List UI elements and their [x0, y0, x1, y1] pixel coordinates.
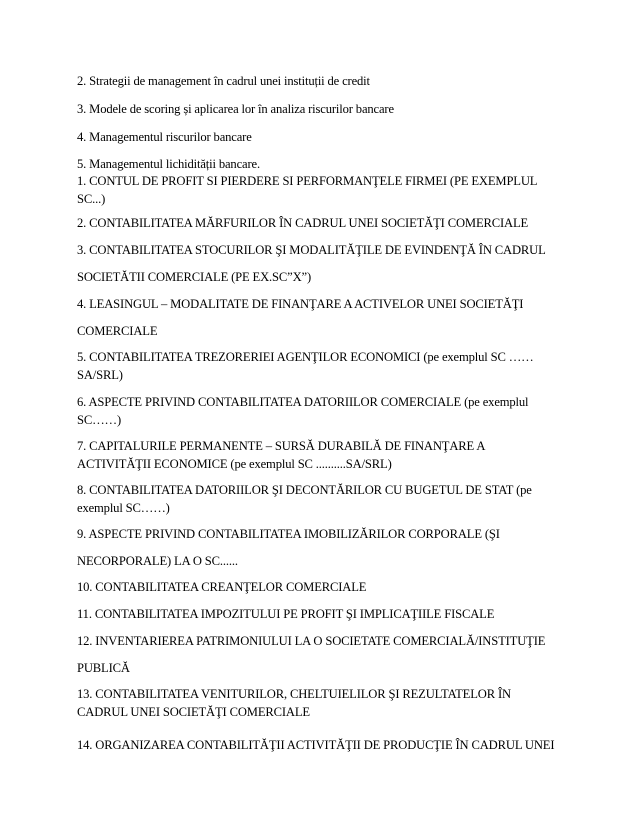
- text-line: SA/SRL): [77, 368, 123, 382]
- text-line: SOCIETĂTII COMERCIALE (PE EX.SC”X”): [77, 270, 312, 284]
- text-line: SC……): [77, 413, 122, 427]
- text-line: PUBLICĂ: [77, 661, 130, 675]
- text-line: 5. CONTABILITATEA TREZORERIEI AGENŢILOR ECONOMICI (pe exemplul SC ……: [77, 350, 534, 364]
- text-line: CADRUL UNEI SOCIETĂŢI COMERCIALE: [77, 705, 310, 719]
- text-line: 8. CONTABILITATEA DATORIILOR ŞI DECONTĂRILOR CU BUGETUL DE STAT (pe: [77, 483, 532, 497]
- text-line: 4. LEASINGUL – MODALITATE DE FINANŢARE A ACTIVELOR UNEI SOCIETĂŢI: [77, 297, 524, 311]
- text-line: 6. ASPECTE PRIVIND CONTABILITATEA DATORIILOR COMERCIALE (pe exemplul: [77, 395, 529, 409]
- text-line: 2. Strategii de management în cadrul unei instituții de credit: [77, 74, 370, 88]
- text-line: 3. CONTABILITATEA STOCURILOR ŞI MODALITĂŢILE DE EVINDENŢĂ ÎN CADRUL: [77, 243, 546, 257]
- text-line: 13. CONTABILITATEA VENITURILOR, CHELTUIELILOR ŞI REZULTATELOR ÎN: [77, 687, 511, 701]
- text-line: 1. CONTUL DE PROFIT SI PIERDERE SI PERFORMANŢELE FIRMEI (PE EXEMPLUL: [77, 174, 538, 188]
- text-line: 11. CONTABILITATEA IMPOZITULUI PE PROFIT ŞI IMPLICAŢIILE FISCALE: [77, 607, 495, 621]
- text-line: SC...): [77, 192, 106, 206]
- text-line: 14. ORGANIZAREA CONTABILITĂŢII ACTIVITĂŢII DE PRODUCŢIE ÎN CADRUL UNEI: [77, 738, 555, 752]
- text-line: NECORPORALE) LA O SC......: [77, 554, 238, 568]
- text-line: COMERCIALE: [77, 324, 158, 338]
- text-line: 2. CONTABILITATEA MĂRFURILOR ÎN CADRUL UNEI SOCIETĂŢI COMERCIALE: [77, 216, 529, 230]
- text-line: exemplul SC……): [77, 501, 170, 515]
- text-line: 3. Modele de scoring și aplicarea lor în analiza riscurilor bancare: [77, 102, 394, 116]
- text-line: 7. CAPITALURILE PERMANENTE – SURSĂ DURABILĂ DE FINANŢARE A: [77, 439, 486, 453]
- text-line: 10. CONTABILITATEA CREANŢELOR COMERCIALE: [77, 580, 367, 594]
- text-line: 12. INVENTARIEREA PATRIMONIULUI LA O SOCIETATE COMERCIALĂ/INSTITUŢIE: [77, 634, 546, 648]
- text-line: 9. ASPECTE PRIVIND CONTABILITATEA IMOBILIZĂRILOR CORPORALE (ŞI: [77, 527, 500, 541]
- text-line: 4. Managementul riscurilor bancare: [77, 130, 252, 144]
- text-line: 5. Managementul lichidității bancare.: [77, 157, 260, 171]
- text-line: ACTIVITĂŢII ECONOMICE (pe exemplul SC ..........SA/SRL): [77, 457, 392, 471]
